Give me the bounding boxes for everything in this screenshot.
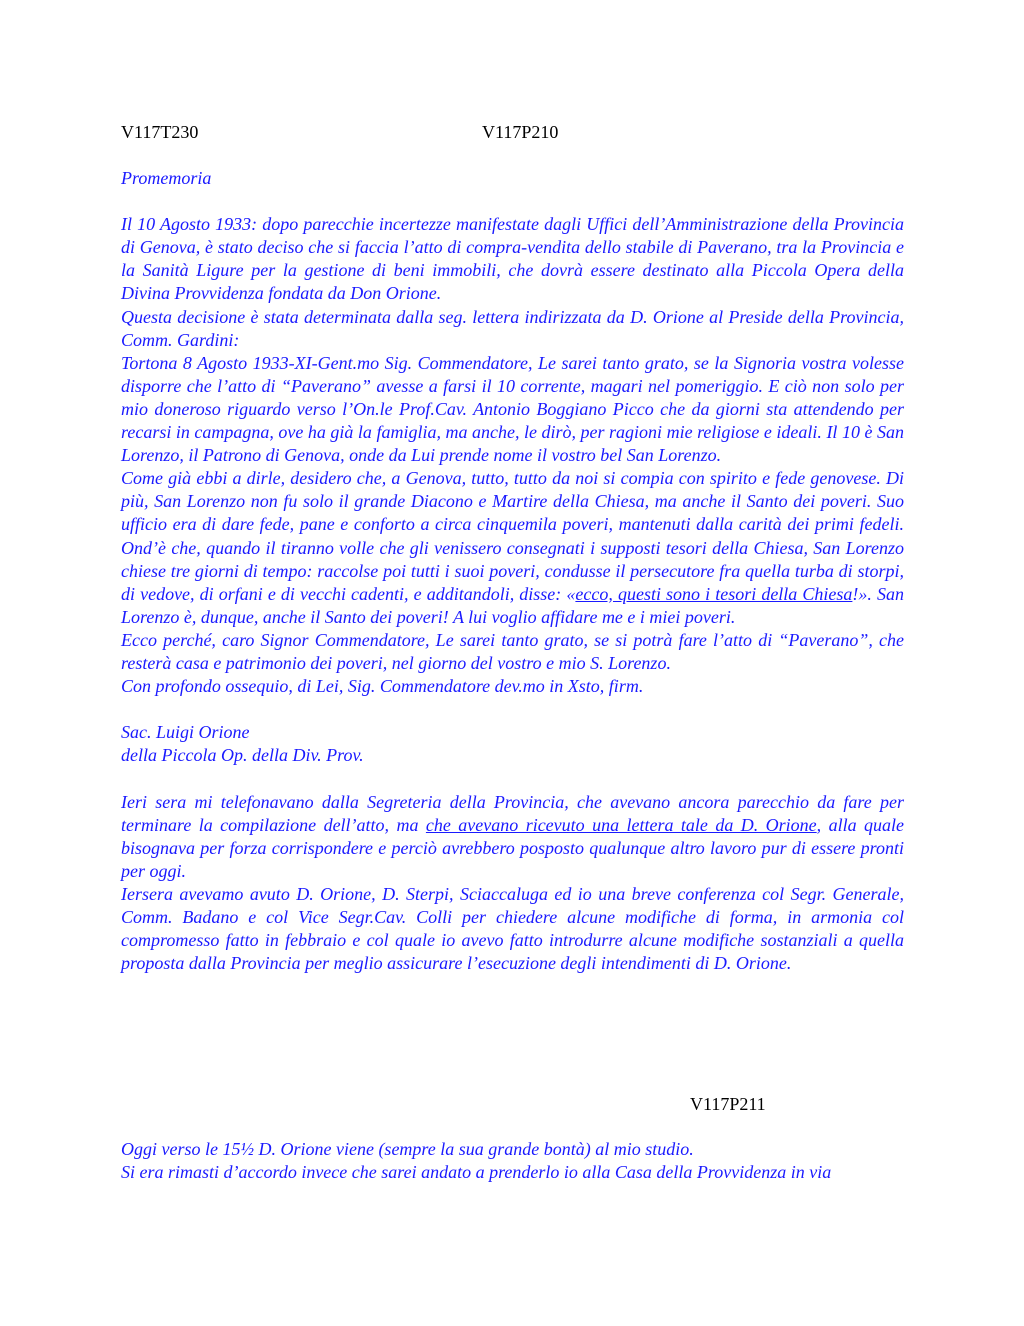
signature-name: Sac. Luigi Orione — [121, 722, 250, 743]
visit-paragraph: Oggi verso le 15½ D. Orione viene (sempre la sua grande bontà) al mio studio. — [121, 1139, 694, 1159]
signature-organization: della Piccola Op. della Div. Prov. — [121, 745, 364, 766]
decision-paragraph: Questa decisione è stata determinata dalla seg. lettera indirizzata da D. Orione al Preside della Provincia, Comm. Gardini: — [121, 306, 904, 350]
letter-request-paragraph: Ecco perché, caro Signor Commendatore, Le sarei tanto grato, se si potrà fare l’atto di “Paverano”, che resterà casa e patrimonio dei poveri, nel giorno del vostro e mio S. Lorenzo. — [121, 629, 904, 673]
letter-closing: Con profondo ossequio, di Lei, Sig. Commendatore dev.mo in Xsto, firm. — [121, 676, 644, 697]
conference-paragraph: Iersera avevamo avuto D. Orione, D. Sterpi, Sciaccaluga ed io una breve conferenza col Segr. Generale, Comm. Badano e col Vice Segr.Cav. Colli per chiedere alcune modifiche di forma, in armonia col compromesso fatto in febbraio e col quale io avevo fatto introdurre alcune modifiche sostanziali a quella proposta dalla Provincia per meglio assicurare l’esecuzione degli intendimenti di D. Orione. — [121, 883, 904, 974]
intro-paragraph: Il 10 Agosto 1933: dopo parecchie incertezze manifestate dagli Uffici dell’Amministrazione della Provincia di Genova, è stato deciso che si faccia l’atto di compra-vendita dello stabile di Paverano, tra la Provincia e la Sanità Ligure per la gestione di beni immobili, che dovrà essere destinato alla Piccola Opera della Divina Provvidenza fondata da Don Orione. — [121, 214, 904, 304]
bottom-text-block — [121, 1138, 904, 1184]
page-code-211: V117P211 — [690, 1094, 766, 1114]
phone-call-paragraph: Ieri sera mi telefonavano dalla Segreteria della Provincia, che avevano ancora parecchio da fare per terminare la compilazione dell’atto, ma che avevano ricevuto una lettera tale da D. Orione, alla quale bisognava per forza corrispondere e perciò avrebbero posposto qualunque altro lavoro pur di essere pronti per oggi. — [121, 791, 904, 881]
underlined-quote: ecco, questi sono i tesori della Chiesa — [575, 583, 853, 604]
document-title: Promemoria — [121, 168, 212, 188]
letter-opening-paragraph: Tortona 8 Agosto 1933-XI-Gent.mo Sig. Commendatore, Le sarei tanto grato, se la Signoria vostra volesse disporre che l’atto di “Paverano” avesse a farsi il 10 corrente, magari nel pomeriggio. E ciò non solo per mio doneroso riguardo verso l’On.le Prof.Cav. Antonio Boggiano Picco che da giorni sta attendendo per recarsi in campagna, ove ha già la famiglia, ma anche, le dirò, per ragioni mie religiose e ideali. Il 10 è San Lorenzo, il Patrono di Genova, onde da Lui prende nome il vostro bel San Lorenzo. — [121, 352, 904, 466]
document-code-t: V117T230 — [121, 122, 199, 142]
page-code-210: V117P210 — [482, 122, 559, 142]
agreement-paragraph: Si era rimasti d’accordo invece che sarei andato a prenderlo io alla Casa della Provvidenza in via — [121, 1162, 832, 1183]
underlined-phrase: che avevano ricevuto una lettera tale da D. Orione — [425, 814, 817, 835]
letter-saint-lorenzo-paragraph: Come già ebbi a dirle, desidero che, a Genova, tutto, tutto da noi si compia con spirito e fede genovese. Di più, San Lorenzo non fu solo il grande Diacono e Martire della Chiesa, ma anche il Santo dei poveri. Suo ufficio era di dare fede, pane e conforto a circa cinquemila poveri, mantenuti dalla carità dei primi fedeli. Ond’è che, quando il tiranno volle che gli venissero consegnati i supposti tesori della Chiesa, San Lorenzo chiese tre giorni di tempo: raccolse poi tutti i suoi poveri, condusse il persecutore fra quella turba di storpi, di vedove, di orfani e di vecchi cadenti, e additandoli, disse: «ecco, questi sono i tesori della Chiesa!». San Lorenzo è, dunque, anche il Santo dei poveri! A lui voglio affidare me e i miei poveri. — [121, 468, 904, 627]
main-text-block — [121, 167, 904, 975]
